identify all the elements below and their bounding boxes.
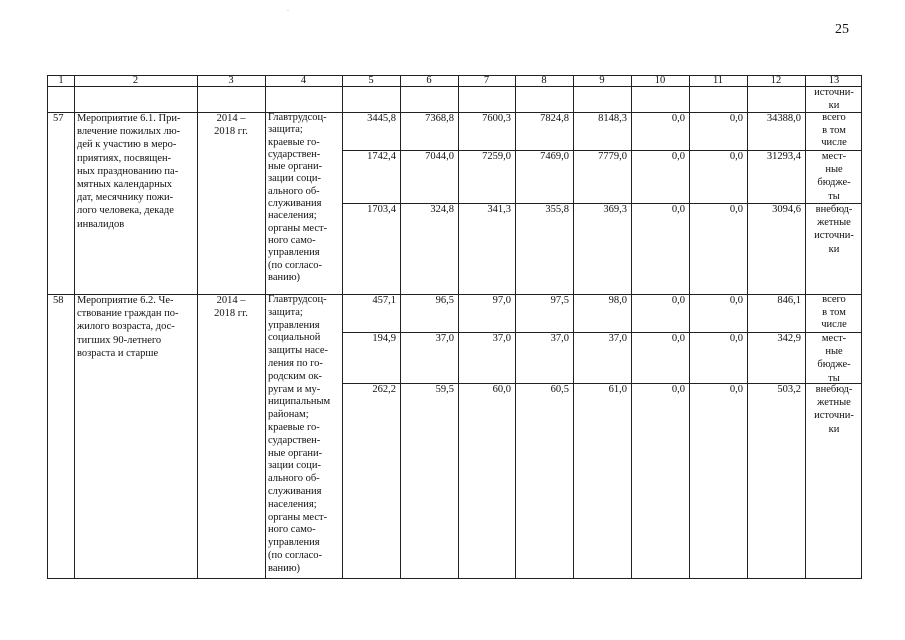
header-cell: 12	[770, 75, 782, 86]
executor-line: сударствен-	[268, 148, 321, 160]
source-line: внебюд-	[815, 204, 853, 215]
executor-line: защиты насе-	[268, 345, 329, 357]
header-cell: 10	[654, 75, 666, 86]
activity-cell	[74, 294, 197, 360]
value-cell: 7824,8	[540, 113, 569, 124]
value-cell: 341,3	[487, 204, 511, 215]
value-cell: 7368,8	[425, 113, 454, 124]
source-line: ты	[828, 372, 840, 384]
header-cell: 9	[599, 75, 605, 86]
header-cell: 3	[228, 75, 234, 86]
executor-line: краевые го-	[268, 421, 320, 433]
executor-line: населения;	[268, 498, 317, 510]
value-cell: 342,9	[777, 333, 801, 344]
value-cell: 97,0	[492, 295, 511, 306]
value-cell: 7044,0	[425, 151, 454, 162]
value-cell: 34388,0	[766, 113, 801, 124]
executor-line: ального об-	[268, 473, 320, 485]
executor-line: ванию)	[268, 562, 301, 574]
value-cell: 97,5	[550, 295, 569, 306]
source-cell	[805, 150, 863, 203]
value-cell: 31293,4	[766, 151, 801, 162]
period-line: 2018 гг.	[214, 308, 248, 320]
value-cell: 0,0	[671, 151, 685, 162]
period-cell	[197, 294, 265, 320]
value-cell: 0,0	[729, 384, 743, 395]
value-cell: 37,0	[435, 333, 454, 344]
activity-line: жилого возраста, дос-	[77, 321, 175, 333]
header-cell: 5	[368, 75, 374, 86]
activity-line: инвалидов	[77, 218, 125, 230]
header-cell: 7	[483, 75, 490, 86]
row-number: 57	[53, 113, 64, 124]
period-cell	[197, 112, 265, 138]
value-cell: 3094,6	[772, 204, 801, 215]
executor-line: Главтрудсоц-	[268, 294, 327, 305]
budget-table	[47, 75, 862, 579]
executor-line: краевые го-	[268, 136, 320, 148]
source-cell	[805, 294, 863, 332]
source-line: источни-	[814, 410, 854, 422]
value-cell: 846,1	[777, 295, 801, 306]
executor-line: служивания	[268, 198, 322, 210]
executor-line: ного само-	[268, 234, 316, 246]
value-cell: 7259,0	[482, 151, 511, 162]
header-sources-line: ки	[828, 100, 840, 112]
source-line: ки	[828, 243, 840, 255]
activity-line: Мероприятие 6.1. При-	[77, 113, 181, 124]
header-sources-line: источни-	[814, 87, 854, 98]
activity-line: мятных календарных	[77, 179, 173, 191]
value-cell: 0,0	[671, 333, 685, 344]
col-divider	[197, 76, 198, 578]
executor-cell	[265, 112, 342, 284]
activity-line: лого человека, декаде	[77, 205, 174, 217]
executor-line: управления	[268, 537, 320, 549]
value-cell: 0,0	[729, 333, 743, 344]
activity-line: дат, месячнику пожи-	[77, 192, 174, 204]
page-number: 25	[835, 22, 849, 37]
executor-cell	[265, 294, 342, 576]
executor-line: ванию)	[268, 271, 301, 283]
source-line: ки	[828, 423, 840, 435]
value-cell: 61,0	[608, 384, 627, 395]
source-cell	[805, 383, 863, 436]
value-cell: 262,2	[372, 384, 396, 395]
value-cell: 324,8	[430, 204, 454, 215]
executor-line: ругам и му-	[268, 383, 321, 395]
header-cell: 8	[541, 75, 547, 86]
executor-line: зации соци-	[268, 460, 321, 472]
value-cell: 60,0	[492, 384, 511, 395]
source-cell	[805, 332, 863, 385]
executor-line: населения;	[268, 210, 317, 222]
source-cell	[805, 112, 863, 150]
source-line: всего	[822, 112, 846, 123]
executor-line: органы мест-	[268, 511, 328, 523]
value-cell: 0,0	[729, 295, 743, 306]
value-cell: 37,0	[608, 333, 627, 344]
value-cell: 355,8	[545, 204, 569, 215]
activity-line: ных празднованию па-	[77, 165, 179, 177]
executor-line: управления	[268, 247, 320, 259]
executor-line: районам;	[268, 409, 309, 421]
source-line: ные	[825, 346, 843, 358]
value-cell: 37,0	[492, 333, 511, 344]
executor-line: защита;	[268, 306, 303, 318]
value-cell: 0,0	[671, 204, 685, 215]
executor-line: (по согласо-	[268, 549, 322, 561]
value-cell: 0,0	[729, 151, 743, 162]
value-cell: 7469,0	[540, 151, 569, 162]
value-cell: 8148,3	[598, 113, 627, 124]
executor-line: ниципальным	[268, 396, 331, 408]
source-line: мест-	[821, 333, 847, 344]
period-line: 2014 –	[216, 295, 246, 306]
value-cell: 59,5	[435, 384, 454, 395]
executor-line: служивания	[268, 485, 322, 497]
value-cell: 1742,4	[367, 151, 396, 162]
source-line: бюдже-	[817, 177, 851, 189]
period-line: 2014 –	[216, 113, 246, 124]
header-cell: 13	[828, 75, 840, 86]
value-cell: 7779,0	[598, 151, 627, 162]
executor-line: ные органи-	[268, 447, 323, 459]
executor-line: ные органи-	[268, 161, 323, 173]
activity-cell	[74, 112, 197, 231]
source-line: жетные	[817, 397, 851, 409]
header-cell: 1	[58, 75, 64, 86]
source-line: в том	[822, 306, 846, 318]
value-cell: 369,3	[603, 204, 627, 215]
executor-line: родским ок-	[268, 370, 323, 382]
source-line: источни-	[814, 230, 854, 242]
executor-line: Главтрудсоц-	[268, 112, 327, 123]
value-cell: 0,0	[729, 113, 743, 124]
source-line: ные	[825, 164, 843, 176]
value-cell: 7600,3	[482, 113, 511, 124]
source-line: числе	[821, 319, 847, 330]
activity-line: Мероприятие 6.2. Че-	[77, 295, 174, 306]
row-number: 58	[53, 295, 64, 306]
executor-line: зации соци-	[268, 173, 321, 185]
source-line: внебюд-	[815, 384, 853, 395]
activity-line: дей к участию в меро-	[77, 139, 177, 151]
value-cell: 457,1	[372, 295, 396, 306]
header-cell: 2	[132, 75, 139, 86]
period-line: 2018 гг.	[214, 126, 248, 138]
value-cell: 503,2	[777, 384, 801, 395]
source-line: ты	[828, 190, 840, 202]
source-cell	[805, 203, 863, 256]
header-cell: 4	[300, 75, 307, 86]
value-cell: 3445,8	[367, 113, 396, 124]
executor-line: органы мест-	[268, 222, 328, 234]
value-cell: 0,0	[671, 384, 685, 395]
activity-line: влечение пожилых лю-	[77, 126, 181, 138]
executor-line: сударствен-	[268, 434, 321, 446]
activity-line: ствование граждан по-	[77, 308, 179, 320]
value-cell: 98,0	[608, 295, 627, 306]
source-line: мест-	[821, 151, 847, 162]
source-line: жетные	[817, 217, 851, 229]
value-cell: 194,9	[372, 333, 396, 344]
source-line: в том	[822, 124, 846, 136]
executor-line: ления по го-	[268, 357, 323, 369]
value-cell: 96,5	[435, 295, 454, 306]
value-cell: 0,0	[671, 295, 685, 306]
header-cell: 6	[426, 75, 432, 86]
executor-line: ального об-	[268, 185, 320, 197]
value-cell: 0,0	[671, 113, 685, 124]
value-cell: 1703,4	[367, 204, 396, 215]
value-cell: 60,5	[550, 384, 569, 395]
scan-speck: ·	[287, 8, 289, 14]
executor-line: социальной	[268, 332, 321, 344]
executor-line: управления	[268, 319, 320, 331]
executor-line: защита;	[268, 124, 303, 136]
source-line: бюдже-	[817, 359, 851, 371]
activity-line: возраста и старше	[77, 347, 159, 359]
source-line: числе	[821, 137, 847, 148]
executor-line: (по согласо-	[268, 259, 322, 271]
source-line: всего	[822, 294, 846, 305]
header-cell: 11	[712, 75, 724, 86]
value-cell: 37,0	[550, 333, 569, 344]
executor-line: ного само-	[268, 524, 316, 536]
header-sources-cell	[805, 86, 863, 112]
activity-line: тигших 90-летнего	[77, 334, 162, 346]
value-cell: 0,0	[729, 204, 743, 215]
activity-line: приятиях, посвящен-	[77, 152, 172, 164]
